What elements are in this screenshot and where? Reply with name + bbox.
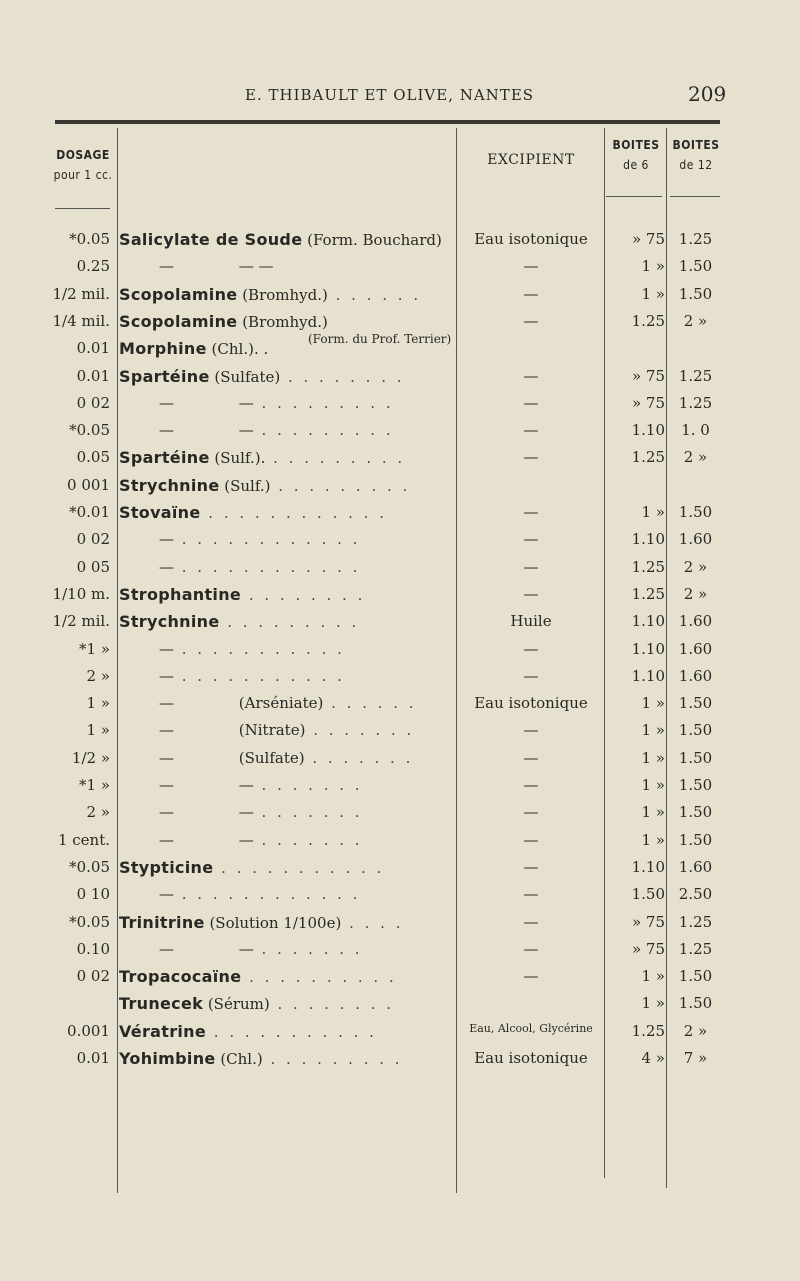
table-row [0,581,800,608]
product-name: — [159,666,174,685]
dosage-cell: 0.25 [76,257,110,276]
dosage-cell: 0.01 [76,1049,110,1067]
boites12-price: 2 » [683,584,708,603]
product-form: (Sulf.). [209,449,266,468]
leader-dots: . . . . . . . . . . . [213,858,385,877]
excipient-cell: Huile [510,612,552,631]
dosage-cell: 0 10 [76,885,110,904]
boites6-price: 1 » [641,748,665,767]
table-row [0,1018,800,1045]
boites6-price: 1 » [641,721,665,740]
table-row [0,526,800,553]
leader-dots: . . . . . . . . . [219,613,360,632]
dosage-cell: 0 05 [76,557,110,576]
dosage-cell: 1/4 mil. [52,311,110,330]
product-cell [119,394,394,412]
product-name: Stypticine [119,857,214,877]
dosage-cell: 0.10 [76,939,110,958]
dosage-cell: *1 » [79,639,110,658]
boites12-price: 2 » [683,1021,708,1040]
table-row [0,417,800,444]
product-cell [119,503,387,522]
table-row [0,281,800,308]
boites6-column-header: BOITES de 6 [612,138,660,172]
boites12-price: 2 » [683,448,708,467]
boites12-price: 1.50 [678,284,713,303]
boites6-price: 1 » [641,967,665,986]
product-form: (Sérum) [203,995,270,1014]
boites12-price: 1.50 [678,257,713,276]
boites6-price: 1 » [641,803,665,822]
leader-dots: . . . . . . . . . . [241,968,397,987]
excipient-cell: — [523,257,539,276]
table-row [0,390,800,417]
product-cell [119,558,360,576]
boites6-price: 1.10 [631,639,665,658]
boites6-price: 1 » [641,503,665,521]
product-name: — [159,421,174,440]
excipient-cell: — [523,830,539,849]
running-title: E. THIBAULT ET OLIVE, NANTES [245,86,535,104]
boites12-price: 1.50 [678,776,713,794]
boites12-price: 1. 0 [681,421,710,440]
product-cell [119,967,397,986]
boites6-price: 1.10 [631,666,665,685]
boites6-price: 1.25 [631,448,665,467]
boites6-price: 1 » [641,284,665,303]
product-name: — [159,530,174,549]
leader-dots: . . . . . . . [305,721,415,740]
table-divider [606,196,662,197]
excipient-cell: — [523,503,539,521]
table-row [0,308,800,335]
boites12-price: 2 » [683,311,708,330]
boites6-price: 1.10 [631,421,665,440]
product-name: Spartéine [119,448,210,468]
excipient-cell: — [523,776,539,794]
excipient-cell: — [523,530,539,549]
dosage-cell: 0 02 [76,967,110,986]
product-cell [119,667,345,685]
product-cell [119,803,363,821]
table-row [0,444,800,471]
boites6-price: 1.10 [631,612,665,631]
table-row [0,363,800,390]
excipient-cell: — [523,912,539,931]
leader-dots: . . . . . . . . . [253,421,394,440]
excipient-cell: — [523,393,539,412]
table-row [0,554,800,581]
boites12-price: 1.50 [678,803,713,822]
excipient-cell: — [523,967,539,986]
table-row [0,608,800,635]
boites6-price: 1 » [641,694,665,713]
dosage-cell: 0.01 [76,339,110,358]
excipient-cell: Eau isotonique [474,694,588,713]
excipient-cell: — [523,748,539,767]
dosage-cell: 2 » [86,803,110,822]
leader-dots: . . . . . . . . . [270,476,411,495]
table-row [0,745,800,772]
leader-dots: . . . . . . . [253,830,363,849]
boites6-price: 1.25 [631,557,665,576]
boites12-price: 1.25 [678,366,713,385]
product-name: — [159,694,174,713]
table-divider [55,208,110,209]
leader-dots: . . . . . . . . . [262,1050,403,1068]
product-cell [119,421,394,439]
table-row [0,772,800,799]
product-form: (Sulfate) [234,748,305,767]
product-name: Scopolamine [119,311,238,331]
boites12-price: 1.60 [678,857,713,876]
product-form: — [234,803,254,822]
formula-brace-note: (Form. du Prof. Terrier) [308,332,452,346]
product-name: Stovaïne [119,503,201,522]
product-name: Trunecek [119,994,204,1014]
excipient-column-header: EXCIPIENT [487,152,575,168]
boites12-price: 1.50 [678,748,713,767]
dosage-cell: 1/2 mil. [52,612,110,631]
excipient-cell: — [523,857,539,876]
leader-dots: . . . . . . . . [241,585,366,604]
header-rule [55,120,720,124]
table-row [0,1045,800,1072]
dosage-cell: 0.05 [76,448,110,467]
table-divider [670,196,720,197]
boites6-price: 1 » [641,257,665,276]
product-cell [119,612,359,631]
dosage-cell: 2 » [86,666,110,685]
table-row [0,690,800,717]
boites12-price: 7 » [683,1049,708,1067]
product-form: (Nitrate) [234,721,306,740]
excipient-cell: Eau isotonique [474,230,588,248]
product-form: — [234,776,254,794]
boites6-price: » 75 [631,912,665,931]
product-cell [119,530,360,548]
boites12-column-header: BOITES de 12 [672,138,720,172]
product-form: — [234,830,254,849]
product-cell [119,367,405,386]
leader-dots: . . . . . . . . . . . [174,639,345,658]
boites12-price: 1.25 [678,393,713,412]
boites12-price: 1.50 [678,967,713,986]
product-name: — [159,721,174,740]
leader-dots: . . . . . . . . . . . . [174,530,361,549]
table-row [0,636,800,663]
table-row [0,253,800,280]
dosage-cell: *0.05 [69,857,110,876]
product-cell [119,339,268,358]
excipient-cell: — [523,284,539,303]
leader-dots: . . . . . . . . [280,367,405,386]
dosage-cell: 1 » [86,721,110,740]
boites12-price: 1.50 [678,694,713,713]
product-cell [119,585,365,604]
boites6-price: 1.10 [631,530,665,549]
table-row [0,936,800,963]
table-row [0,335,800,362]
dosage-cell: 1/2 mil. [52,284,110,303]
excipient-cell: — [523,448,539,467]
product-form: — — [234,257,274,276]
table-row [0,226,800,253]
dosage-cell: 0 02 [76,393,110,412]
product-cell [119,285,421,304]
excipient-cell: — [523,939,539,958]
product-name: — [159,803,174,822]
product-name: — [159,776,174,794]
boites6-price: 1 » [641,776,665,794]
running-header [0,84,800,108]
table-row [0,963,800,990]
product-cell [119,694,417,712]
leader-dots: . . . . . . . . . [253,393,394,412]
product-form: (Bromhyd.) [237,285,328,304]
product-cell [119,448,405,467]
excipient-cell: — [523,885,539,904]
dosage-cell: 1/2 » [71,748,110,767]
leader-dots: . . . . . . [327,285,422,304]
table-row [0,663,800,690]
excipient-cell: Eau isotonique [474,1049,588,1067]
product-name: — [159,257,174,276]
product-name: Morphine [119,339,207,359]
excipient-cell: — [523,721,539,740]
excipient-cell: Eau, Alcool, Glycérine [469,1021,593,1035]
boites6-price: 1.25 [631,311,665,330]
excipient-cell: — [523,584,539,603]
product-form: (Bromhyd.) [237,312,328,331]
product-name: Spartéine [119,366,210,386]
boites6-price: » 75 [631,366,665,385]
boites12-price: 1.25 [678,230,713,248]
product-form: (Chl.). . [206,340,269,359]
product-cell [119,721,414,739]
dosage-cell: 0.01 [76,366,110,385]
boites12-price: 1.60 [678,530,713,549]
table-row [0,717,800,744]
leader-dots: . . . . . . . . . . . . [174,885,361,904]
boites6-price: 1 » [641,830,665,849]
dosage-cell: 1/10 m. [52,584,110,603]
product-form: — [234,393,254,412]
table-row [0,799,800,826]
product-name: Trinitrine [119,912,205,932]
boites6-price: » 75 [631,393,665,412]
excipient-cell: — [523,557,539,576]
boites6-price: 1.25 [631,584,665,603]
boites6-price: 1.50 [631,885,665,904]
product-cell [119,994,394,1013]
leader-dots: . . . . . . . . [269,995,395,1014]
product-cell [119,257,274,275]
product-cell [119,858,384,877]
product-cell [119,1049,403,1068]
product-name: — [159,639,174,658]
table-row [0,854,800,881]
product-cell [119,831,363,849]
product-form: (Solution 1/100e) [204,913,342,932]
product-form: (Sulf.) [219,476,271,495]
product-cell [119,940,363,958]
dosage-cell: *0.05 [69,421,110,440]
table-row [0,990,800,1017]
product-name: — [159,830,174,849]
dosage-cell: 0 001 [67,475,110,494]
product-cell [119,230,442,249]
excipient-cell: — [523,666,539,685]
leader-dots: . . . . . . . [253,776,363,794]
boites12-price: 1.50 [678,721,713,740]
table-row [0,499,800,526]
product-name: Salicylate de Soude [119,230,303,249]
product-cell [119,476,410,495]
leader-dots: . . . . . . . [253,939,363,958]
product-name: Yohimbine [119,1049,216,1068]
product-name: — [159,885,174,904]
leader-dots: . . . . . . [323,694,417,713]
boites6-price: » 75 [631,939,665,958]
boites6-price: 1 » [641,994,665,1013]
boites6-price: 4 » [641,1049,665,1067]
leader-dots: . . . . . . . [253,803,363,822]
leader-dots: . . . . . . . . . . . [206,1022,377,1041]
excipient-cell: — [523,803,539,822]
leader-dots: . . . . . . . . . . . . [174,557,361,576]
boites6-price: 1.25 [631,1021,665,1040]
leader-dots: . . . . . . . . . . . . [200,504,387,522]
product-form: (Sulfate) [209,367,281,386]
dosage-cell: *0.01 [69,503,110,521]
dosage-cell: 0 02 [76,530,110,549]
excipient-cell: — [523,421,539,440]
excipient-cell: — [523,311,539,330]
product-cell [119,885,360,903]
product-name: Strophantine [119,584,242,604]
product-name: Strychnine [119,612,220,632]
product-name: Tropacocaïne [119,967,242,987]
table-row [0,881,800,908]
dosage-cell: *0.05 [69,912,110,931]
product-cell [119,1022,377,1041]
table-row [0,827,800,854]
product-form: — [234,939,254,958]
product-name: — [159,557,174,576]
boites12-price: 1.50 [678,994,713,1013]
table-row [0,472,800,499]
product-cell [119,749,413,767]
boites6-price: 1.10 [631,857,665,876]
boites6-price: » 75 [631,230,665,248]
dosage-cell: *1 » [79,776,110,794]
product-cell [119,913,403,932]
product-name: Vératrine [119,1021,207,1041]
boites12-price: 2.50 [678,885,713,904]
dosage-column-header: DOSAGE pour 1 cc. [53,148,113,182]
product-name: — [159,748,174,767]
dosage-cell: 0.001 [67,1021,110,1040]
product-form: (Form. Bouchard) [302,231,442,249]
product-name: — [159,393,174,412]
table-row [0,909,800,936]
product-cell [119,776,363,794]
leader-dots: . . . . . . . [304,748,414,767]
product-form: (Arséniate) [234,694,324,713]
leader-dots: . . . . [341,913,404,932]
product-name: Strychnine [119,475,220,495]
excipient-cell: — [523,639,539,658]
product-cell [119,312,328,331]
dosage-cell: 1 cent. [57,830,110,849]
boites12-price: 1.60 [678,666,713,685]
excipient-cell: — [523,366,539,385]
boites12-price: 2 » [683,557,708,576]
boites12-price: 1.50 [678,503,713,521]
dosage-cell: *0.05 [69,230,110,248]
page-number: 209 [688,82,727,106]
boites12-price: 1.25 [678,939,713,958]
product-form: — [234,421,254,440]
boites12-price: 1.25 [678,912,713,931]
boites12-price: 1.60 [678,612,713,631]
product-form: (Chl.) [215,1050,263,1068]
leader-dots: . . . . . . . . . [265,449,406,468]
dosage-cell: 1 » [86,694,110,713]
leader-dots: . . . . . . . . . . . [174,666,345,685]
boites12-price: 1.50 [678,830,713,849]
boites12-price: 1.60 [678,639,713,658]
product-name: — [159,939,174,958]
product-name: Scopolamine [119,284,238,304]
product-cell [119,640,345,658]
